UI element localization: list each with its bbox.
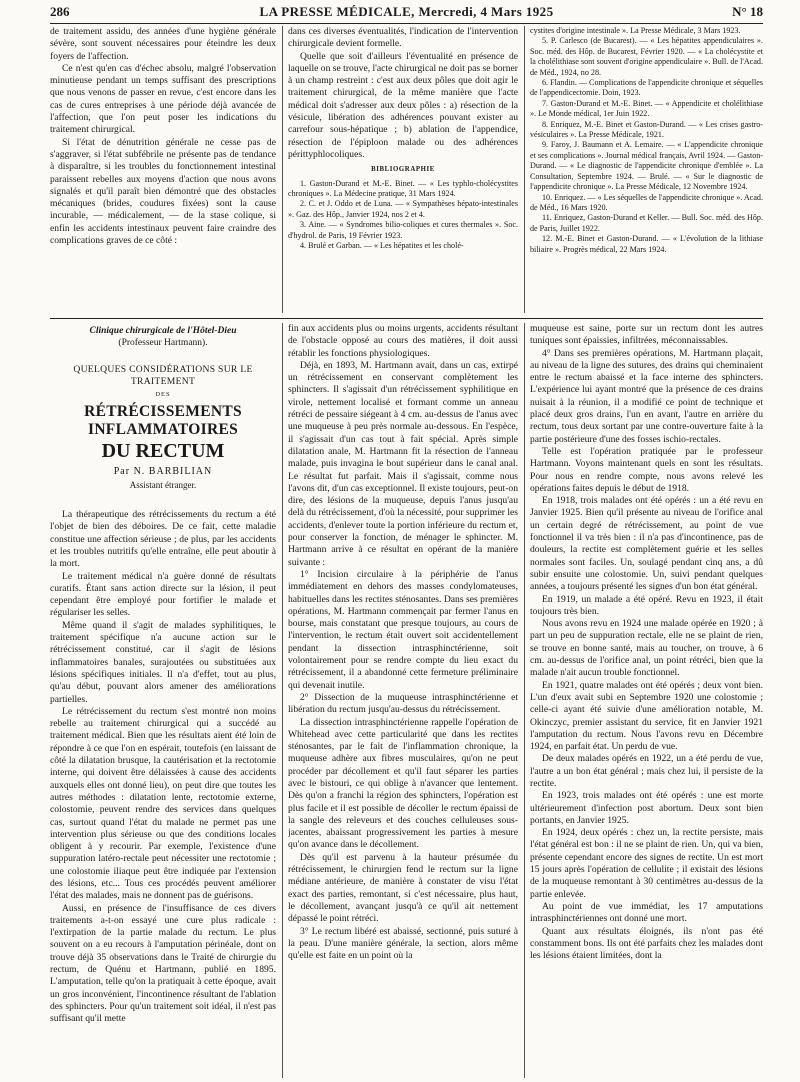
page-number: 286 xyxy=(50,4,70,19)
article-kicker-des: DES xyxy=(155,391,171,399)
top-column-1 xyxy=(50,26,276,313)
bibliography-left xyxy=(288,179,518,252)
paragraph: En 1918, trois malades ont été opérés : un a été revu en Janvier 1925. Bien qu'il présente au niveau de l'orifice anal un certain degré de rétrécissement, au point de vue fonctionnel il va très bien : il n'a pas d'incontinence, pas de douleurs, la rectite est complètement guérie et les selles normales sont faciles. Un, soulagé pendant cinq ans, a dû subir ensuite une colostomie. Un, suivi pendant quelques années, a toujours présenté les signes d'un bon état général. xyxy=(530,495,763,593)
paragraph: Quant aux résultats éloignés, ils n'ont pas été constamment bons. Ils ont été parfaits chez les malades dont les lésions étaient limitées, dont la xyxy=(530,925,763,962)
article-kicker: QUELQUES CONSIDÉRATIONS SUR LE TRAITEMENT xyxy=(73,363,253,387)
paragraph: fin aux accidents plus ou moins urgents, accidents résultant de l'obstacle opposé au cours des matières, il doit aussi rétablir les fonctions physiologiques. xyxy=(288,323,518,359)
paragraph: Le traitement médical n'a guère donné de résultats curatifs. Étant sans action directe sur la lésion, il peut cependant être employé pour fortifier le malade et régulariser les selles. xyxy=(50,570,276,619)
paragraph: Ce n'est qu'en cas d'échec absolu, malgré l'observation minutieuse pendant un temps suffisant des prescriptions que nous venons de passer en revue, c'est encore dans les cas de cures entreprises à une période déjà avancée de l'affection, que l'on peut poser les indications du traitement chirurgical. xyxy=(50,62,276,136)
bibliography-entry: 9. Faroy, J. Baumann et A. Lemaire. — « L'appendicite chronique et ses complications ». Journal médical français, Avril 1924. — Gaston-Durand. — « Le diagnostic de l'appendicite chronique d'emblée ». La Consultation, Septembre 1924. — Brulé. — « Sur le diagnostic de l'appendicite chronique ». La Presse Médicale, 12 Novembre 1924. xyxy=(530,140,763,192)
paragraph: De deux malades opérés en 1922, un a été perdu de vue, l'autre a un bon état général ; mais chez lui, il persiste de la rectite. xyxy=(530,753,763,789)
paragraph: 1° Incision circulaire à la périphérie de l'anus immédiatement en dehors des masses condylomateuses, habituelles dans les rectites sténosantes. Dans ses premières opérations, M. Hartmann commençait par fermer l'anus en bourse, mais constatant que presque toujours, au cours de l'intervention, le rectum était ouvert soit accidentellement pendant la dissection intrasphinctérienne, soit volontairement pour se rendre compte du lieu exact du rétrécissement, il a abandonné cette fermeture préliminaire qui devenait inutile. xyxy=(288,568,518,691)
paragraph: Quelle que soit d'ailleurs l'éventualité en présence de laquelle on se trouve, l'acte chirurgical ne doit pas se borner à un champ restreint : c'est aux deux pôles que doit agir le traitement chirurgical, de la même manière que l'acte médical doit s'adresser aux deux pôles : a) résection de la vésicule, libération des adhérences pouvant exister au carrefour sous-hépatique ; b) ablation de l'appendice, résection de l'épiploon malade ou des adhérences périttyphlocoliques. xyxy=(288,50,518,160)
column-divider xyxy=(524,323,525,1078)
bibliography-entry: 3. Aine. — « Syndromes bilio-coliques et cures thermales ». Soc. d'hydrol. de Paris, 19 Février 1923. xyxy=(288,220,518,240)
article-title: RÉTRÉCISSEMENTS INFLAMMATOIRES xyxy=(84,403,242,439)
paragraph: Déjà, en 1893, M. Hartmann avait, dans un cas, extirpé un rétrécissement en conservant complètement les sphincters. Il s'agissait d'un rétrécissement syphilitique en virole, nettement localisé et formant comme un anneau rétréci de pessaire siégeant à 4 cm. au-dessus de l'anus avec une muqueuse à peu près normale au-dessous. En l'espèce, il s'agissait d'un cas tout à fait spécial. Après simple dilatation anale, M. Hartmann fit la résection de l'anneau malade, puis invagina le bout supérieur dans le canal anal. Le résultat fut parfait. Mais il s'agissait, comme nous l'avons dit, d'un cas exceptionnel. Il existe toujours, peut-on dire, des lésions de la muqueuse, depuis l'anus jusqu'au delà du rétrécissement, d'où la nécessité, pour supprimer les accidents, d'enlever toute la portion inférieure du rectum et, pour conserver la fonction, de ménager le sphincter. M. Hartmann arrive à ce résultat en opérant de la manière suivante : xyxy=(288,359,518,568)
bibliography-entry: 8. Enriquez, M.-E. Binet et Gaston-Durand. — « Les crises gastro-vésiculaires ». La Presse Médicale, 1921. xyxy=(530,119,763,140)
paragraph: dans ces diverses éventualités, l'indication de l'intervention chirurgicale devient formelle. xyxy=(288,26,518,50)
bibliography-right xyxy=(530,26,763,313)
bibliography-entry: 7. Gaston-Durand et M.-E. Binet. — « Appendicite et cholélithiase ». Le Monde médical, 1er Juin 1922. xyxy=(530,98,763,119)
issue-number: N° 18 xyxy=(732,4,763,19)
column-divider xyxy=(282,323,283,1078)
paragraph: 3° Le rectum libéré est abaissé, sectionné, puis suturé à la peau. D'une manière générale, la section, alors même qu'elle est faite en un point où la xyxy=(288,925,518,962)
paragraph: 4° Dans ses premières opérations, M. Hartmann plaçait, au niveau de la ligne des sutures, des drains qui cheminaient entre le rectum abaissé et la face interne des sphincters. L'expérience lui ayant montré que la présence de ces drains nuisait à la réunion, il a modifié ce point de technique et placé deux gros drains, l'un en avant, l'autre en arrière du rectum, tous deux sortant par une contre-ouverture faite à la partie postérieure d'une des fosses ischio-rectales. xyxy=(530,347,763,445)
bibliography-entry: cystites d'origine intestinale ». La Presse Médicale, 3 Mars 1923. xyxy=(530,26,741,35)
paragraph: Le rétrécissement du rectum s'est montré non moins rebelle au traitement chirurgical qui a succédé au traitement médical. Bien que les résultats aient été loin de répondre à ce que l'on en espérait, toutefois (en laissant de côté la dilatation brusque, la cautérisation et la rectotomie interne, qui doivent être délaissées à cause des accidents auxquels elles ont donné lieu), on peut dire que toutes les autres méthodes : dilatation lente, rectotomie externe, colostomie, peuvent rendre des services dans quelques cas, surtout quand l'état du malade ne permet pas une intervention plus sérieuse ou que des conditions locales obligent à y recourir. Par exemple, l'existence d'une suppuration latéro-rectale peut nécessiter une rectotomie ; une colostomie iliaque peut être indiquée par l'extension des lésions, etc... Tous ces procédés peuvent améliorer l'état des malades, mais ne donnent pas de guérisons. xyxy=(50,705,276,902)
paragraph: Aussi, en présence de l'insuffisance de ces divers traitements a-t-on essayé une cure plus radicale : l'extirpation de la partie malade du rectum. Le plus souvent on a eu recours à l'amputation périnéale, dont on trouve déjà 35 observations dans le Traité de chirurgie du rectum, de Quénu et Hartmann, publié en 1895. L'amputation, telle qu'on la pratiquait à cette époque, avait un gros inconvénient, l'incontinence résultant de l'ablation des sphincters. Pour qu'un traitement soit idéal, il n'est pas suffisant qu'il mette xyxy=(50,902,276,1025)
article-column-1 xyxy=(50,323,276,1078)
paragraph: de traitement assidu, des années d'une hygiène générale sévère, sont souvent nécessaires pour éteindre les deux foyers de l'affection. xyxy=(50,26,276,62)
article-column-2 xyxy=(288,323,518,1078)
bibliography-entry: 11. Enriquez, Gaston-Durand et Keller. — Bull. Soc. méd. des Hôp. de Paris, Juillet 1922. xyxy=(530,213,763,233)
paragraph: Dès qu'il est parvenu à la hauteur présumée du rétrécissement, le chirurgien fend le rectum sur la ligne médiane antérieure, de manière à constater de visu l'état exact des parties, remontant, si c'est nécessaire, plus haut, le décollement, avançant jusqu'à ce qu'il ait nettement dépassé le point rétréci. xyxy=(288,851,518,925)
bibliography-entry: 6. Flandin. — Complications de l'appendicite chronique et séquelles de l'appendicectomie. Doin, 1923. xyxy=(530,78,763,98)
paragraph: Nous avons revu en 1924 une malade opérée en 1920 ; à part un peu de suppuration rectale, elle ne se plaint de rien, se trouve en bonne santé, mais au toucher, on trouve, à 6 cm. au-dessus de l'orifice anal, un point rétréci, bien que la malade n'ait aucun trouble fonctionnel. xyxy=(530,618,763,679)
bibliography-entry: 2. C. et J. Oddo et de Luna. — « Sympathèses hépato-intestinales ». Gaz. des Hôp., Janvier 1924, nos 2 et 4. xyxy=(288,199,518,219)
paragraph: La thérapeutique des rétrécissements du rectum a été l'objet de bien des déboires. De ce fait, cette maladie constitue une affection sérieuse ; de plus, par les accidents et les troubles nutritifs qu'elle entraîne, elle peut aboutir à la mort. xyxy=(50,509,276,570)
section-rule xyxy=(50,318,763,319)
bibliography-heading: BIBLIOGRAPHIE xyxy=(371,166,435,174)
article-author: Par N. BARBILIAN xyxy=(113,466,213,478)
paragraph: 2° Dissection de la muqueuse intrasphinctérienne et libération du rectum jusqu'au-dessus du rétrécissement. xyxy=(288,691,518,716)
bibliography-entry: 5. P. Carlesco (de Bucarest). — « Les hépatites appendiculaires ». Soc. méd. des Hôp. de Bucarest, Février 1920. — « La cholécystite et la cholélithiase sont souvent d'origine appendiculaire ». Bull. de l'Acad. de Méd., 1924, no 28. xyxy=(530,36,763,77)
paragraph: En 1923, trois malades ont été opérés : une est morte ultérieurement d'infection post abortum. Deux sont bien portants, en Janvier 1925. xyxy=(530,790,763,826)
article-column-3 xyxy=(530,323,763,1078)
paragraph: En 1921, quatre malades ont été opérés ; deux vont bien. L'un d'eux avait subi en Septembre 1920 une colostomie ; celle-ci ayant été suivie d'une amélioration notable, M. Okinczyc, premier assistant du service, fit en Janvier 1921 l'amputation du rectum. Nous l'avons revu en Décembre 1924, en parfait état. Un perdu de vue. xyxy=(530,679,763,753)
paragraph: Telle est l'opération pratiquée par le professeur Hartmann. Voyons maintenant quels en sont les résultats. Pour nous en rendre compte, nous avons relevé les opérations faites depuis le début de 1918. xyxy=(530,445,763,494)
column-divider xyxy=(524,26,525,313)
bibliography-entry: 4. Brulé et Garban. — « Les hépatites et les cholé- xyxy=(300,241,464,250)
column-divider xyxy=(282,26,283,313)
paragraph: Au point de vue immédiat, les 17 amputations intrasphinctériennes ont donné une mort. xyxy=(530,900,763,925)
paragraph: Même quand il s'agit de malades syphilitiques, le traitement spécifique n'a aucune action sur le rétrécissement constitué, car il s'agit de lésions inflammatoires banales, surajoutées ou substituées aux lésions spécifiques initiales. Il n'a d'effet, tout au plus, qu'au début, pouvant alors amener des améliorations partielles. xyxy=(50,619,276,705)
paragraph: La dissection intrasphinctérienne rappelle l'opération de Whitehead avec cette particularité que dans les rectites sténosantes, par le fait de l'inflammation chronique, la muqueuse adhère aux fibres musculaires, qu'on ne peut procéder par décollement et qu'il faut séparer les parties avec le bistouri, ce qui oblige à n'avancer que lentement. Dès qu'on a franchi la région des sphincters, l'opération est plus facile et il est possible de décoller le rectum épaissi de la sangle des releveurs et des couches celluleuses sous-jacentes, abaissant progressivement les parties à mesure qu'on avance dans le décollement. xyxy=(288,716,518,851)
paragraph: muqueuse est saine, porte sur un rectum dont les autres tuniques sont épaissies, infiltrées, méconnaissables. xyxy=(530,323,763,347)
clinic-name: Clinique chirurgicale de l'Hôtel-Dieu xyxy=(89,326,237,336)
article-title-line2: DU RECTUM xyxy=(101,440,225,463)
paragraph: En 1924, deux opérés : chez un, la rectite persiste, mais l'état général est bon : il ne se plaint de rien. Un, qui va bien, présente cependant encore des signes de rectite. Un est mort 15 jours après l'opération de cellulite ; il existait des lésions de la muqueuse remontant à 30 centimètres au-dessus de la partie enlevée. xyxy=(530,827,763,900)
bibliography-entry: 12. M.-E. Binet et Gaston-Durand. — « L'évolution de la lithiase biliaire ». Progrès médical, 22 Mars 1924. xyxy=(530,234,763,254)
page-header xyxy=(50,4,763,22)
paragraph: Si l'état de dénutrition générale ne cesse pas de s'aggraver, si l'état subfébrile ne présente pas de tendance à disparaître, si les troubles du fonctionnement intestinal paraissent rebelles aux moyens d'action que nous avons signalés et qu'il paraît bien démontré que des obstacles mécaniques (brides, coudures fixées) sont la cause incurable, — médicalement, — de la stase colique, si enfin les accidents intestinaux peuvent faire craindre des complications graves de ce côté : xyxy=(50,136,276,247)
bibliography-entry: 10. Enriquez. — « Les séquelles de l'appendicite chronique ». Acad. de Méd., 16 Mars 1920. xyxy=(530,192,763,212)
professor-line: (Professeur Hartmann). xyxy=(118,338,208,349)
journal-title: LA PRESSE MÉDICALE, Mercredi, 4 Mars 1925 xyxy=(259,4,554,19)
author-role: Assistant étranger. xyxy=(129,479,197,490)
paragraph: En 1919, un malade a été opéré. Revu en 1923, il était toujours très bien. xyxy=(530,593,763,617)
header-rule xyxy=(50,23,763,24)
top-column-2 xyxy=(288,26,518,313)
bibliography-entry: 1. Gaston-Durand et M.-E. Binet. — « Les typhlo-cholécystites chroniques ». La Médecine pratique, 31 Mars 1924. xyxy=(288,178,518,198)
